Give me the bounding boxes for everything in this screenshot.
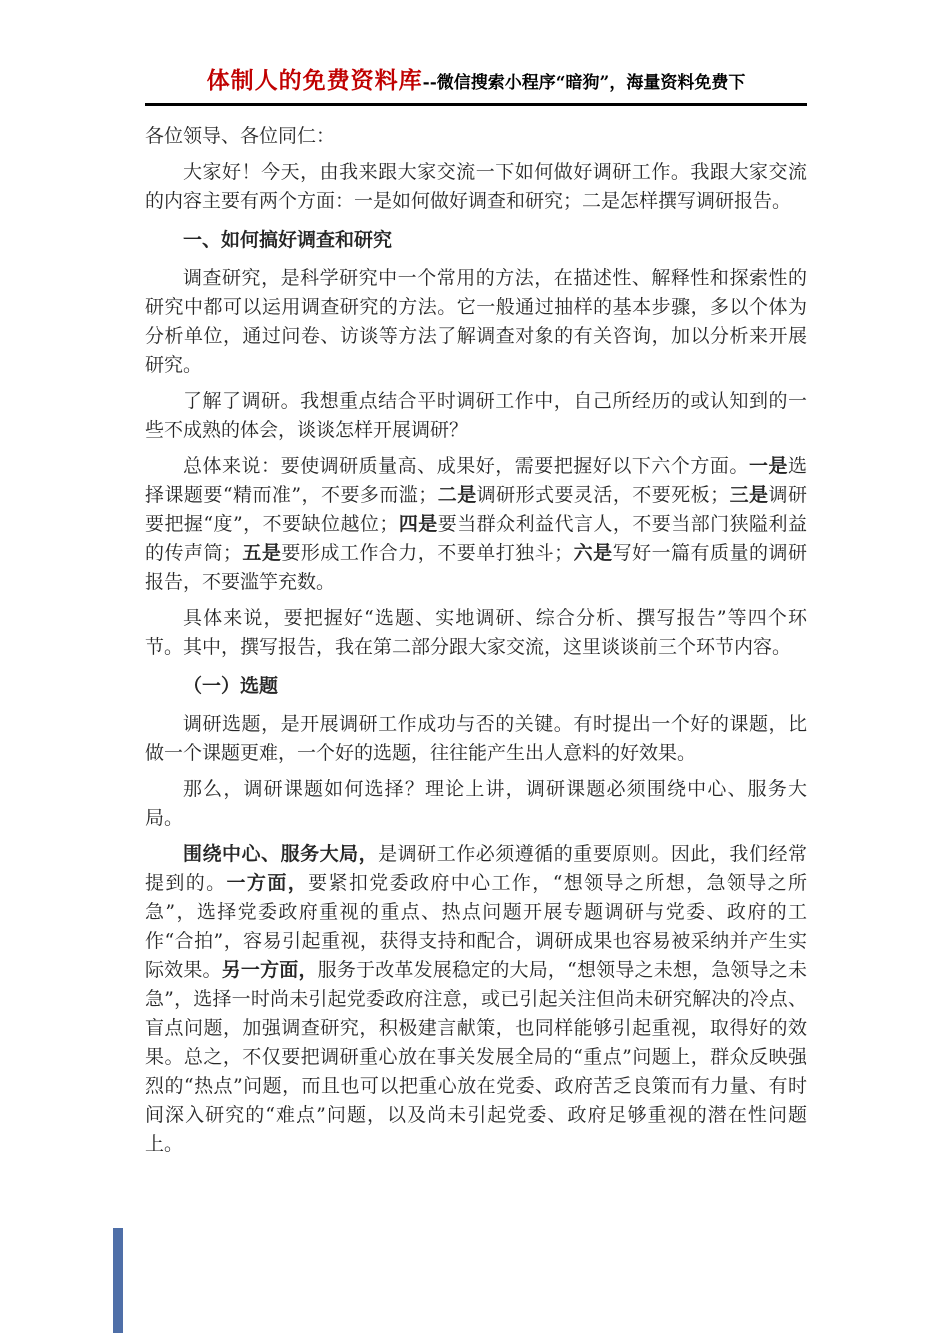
text-run: 各位领导、各位同仁： bbox=[145, 125, 336, 147]
paragraph bbox=[145, 452, 807, 597]
paragraph bbox=[145, 264, 807, 380]
text-run: 五是 bbox=[241, 542, 282, 564]
paragraph bbox=[145, 122, 807, 151]
text-run: 一方面， bbox=[226, 872, 309, 894]
site-tagline: --微信搜索小程序“暗狗”，海量资料免费下 bbox=[422, 73, 746, 93]
text-run: 具体来说，要把握好“选题、实地调研、综合分析、撰写报告”等四个环节。其中，撰写报告，我在第二部分跟大家交流，这里谈谈前三个环节内容。 bbox=[145, 607, 807, 658]
paragraph bbox=[145, 840, 807, 1159]
text-run: 了解了调研。我想重点结合平时调研工作中，自己所经历的或认知到的一些不成熟的体会，谈谈怎样开展调研？ bbox=[145, 390, 807, 441]
text-run: 一是 bbox=[748, 455, 788, 477]
paragraph bbox=[145, 775, 807, 833]
site-header bbox=[145, 62, 807, 106]
text-run: 要紧扣党委政府中心工作，“想领导之所想，急领导之所急”，选择党委政府重视的重点、热点问题开展专题调研与党委、政府的工作“合拍”，容易引起重视，获得支持和配合，调研成果也容易被采纳并产生实际效果。 bbox=[145, 872, 807, 981]
text-run: 另一方面， bbox=[221, 959, 318, 981]
text-run: 选择课题要“精而准”，不要多而滥； bbox=[145, 455, 807, 506]
text-run: 要当群众利益代言人，不要当部门狭隘利益的传声筒； bbox=[145, 513, 807, 564]
section-heading bbox=[145, 672, 807, 701]
site-brand-title: 体制人的免费资料库 bbox=[206, 67, 423, 94]
paragraph bbox=[145, 387, 807, 445]
text-run: 大家好！今天，由我来跟大家交流一下如何做好调研工作。我跟大家交流的内容主要有两个方面：一是如何做好调查和研究；二是怎样撰写调研报告。 bbox=[145, 161, 807, 212]
document-body bbox=[145, 122, 807, 1166]
text-run: 调查研究，是科学研究中一个常用的方法，在描述性、解释性和探索性的研究中都可以运用调查研究的方法。它一般通过抽样的基本步骤，多以个体为分析单位，通过问卷、访谈等方法了解调查对象的有关咨询，加以分析来开展研究。 bbox=[145, 267, 807, 376]
text-run: 一、如何搞好调查和研究 bbox=[183, 229, 393, 251]
text-run: 写好一篇有质量的调研报告，不要滥竽充数。 bbox=[145, 542, 807, 593]
text-run: 二是 bbox=[437, 484, 477, 506]
text-run: （一）选题 bbox=[183, 675, 279, 697]
paragraph bbox=[145, 158, 807, 216]
text-run: 要形成工作合力，不要单打独斗； bbox=[281, 542, 574, 564]
text-run: 三是 bbox=[729, 484, 769, 506]
text-run: 服务于改革发展稳定的大局，“想领导之未想，急领导之未急”，选择一时尚未引起党委政府注意，或已引起关注但尚未研究解决的冷点、盲点问题，加强调查研究，积极建言献策，也同样能够引起重视，取得好的效果。总之，不仅要把调研重心放在事关发展全局的“重点”问题上，群众反映强烈的“热点”问题，而且也可以把重心放在党委、政府苦乏良策而有力量、有时间深入研究的“难点”问题，以及尚未引起党委、政府足够重视的潜在性问题上。 bbox=[145, 959, 807, 1155]
left-margin-bar bbox=[113, 1228, 123, 1333]
text-run: 调研选题，是开展调研工作成功与否的关键。有时提出一个好的课题，比做一个课题更难，一个好的选题，往往能产生出人意料的好效果。 bbox=[145, 713, 807, 764]
text-run: 是调研工作必须遵循的重要原则。因此，我们经常提到的。 bbox=[145, 843, 807, 894]
paragraph bbox=[145, 604, 807, 662]
paragraph bbox=[145, 710, 807, 768]
section-heading bbox=[145, 226, 807, 255]
text-run: 总体来说：要使调研质量高、成果好，需要把握好以下六个方面。 bbox=[183, 455, 749, 477]
text-run: 调研要把握“度”，不要缺位越位； bbox=[145, 484, 807, 535]
text-run: 那么，调研课题如何选择？理论上讲，调研课题必须围绕中心、服务大局。 bbox=[145, 778, 807, 829]
text-run: 调研形式要灵活，不要死板； bbox=[476, 484, 730, 506]
text-run: 六是 bbox=[573, 542, 613, 564]
text-run: 围绕中心、服务大局， bbox=[183, 843, 379, 865]
text-run: 四是 bbox=[398, 513, 438, 535]
